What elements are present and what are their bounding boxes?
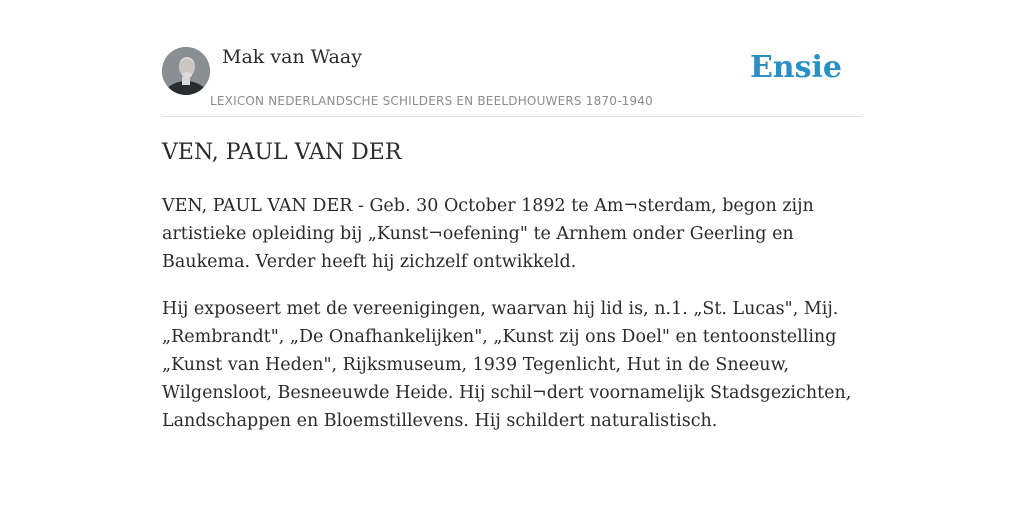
author-avatar[interactable] [162,47,210,95]
article-paragraph: VEN, PAUL VAN DER - Geb. 30 October 1892 te Am¬sterdam, begon zijn artistieke opleiding bij „Kunst¬oefening" te Arnhem onder Geerling en Baukema. Verder heeft hij zichzelf ontwikkeld. [162,196,814,272]
ensie-logo[interactable]: Ensie [749,50,842,85]
portrait-icon [162,47,210,95]
author-name[interactable]: Mak van Waay [222,46,362,68]
article-body [162,192,864,454]
article-paragraph: Hij exposeert met de vereenigingen, waarvan hij lid is, n.1. „St. Lucas", Mij. „Rembrandt", „De Onafhankelijken", „Kunst zij ons Doel" en tentoonstelling „Kunst van Heden", Rijksmuseum, 1939 Tegenlicht, Hut in de Sneeuw, Wilgensloot, Besneeuwde Heide. Hij schil¬dert voornamelijk Stadsgezichten, Landschappen en Bloemstillevens. Hij schildert naturalistisch. [162,299,852,431]
source-publication-link[interactable]: LEXICON NEDERLANDSCHE SCHILDERS EN BEELDHOUWERS 1870-1940 [210,94,653,108]
header [162,40,862,117]
article-title: VEN, PAUL VAN DER [162,140,402,165]
